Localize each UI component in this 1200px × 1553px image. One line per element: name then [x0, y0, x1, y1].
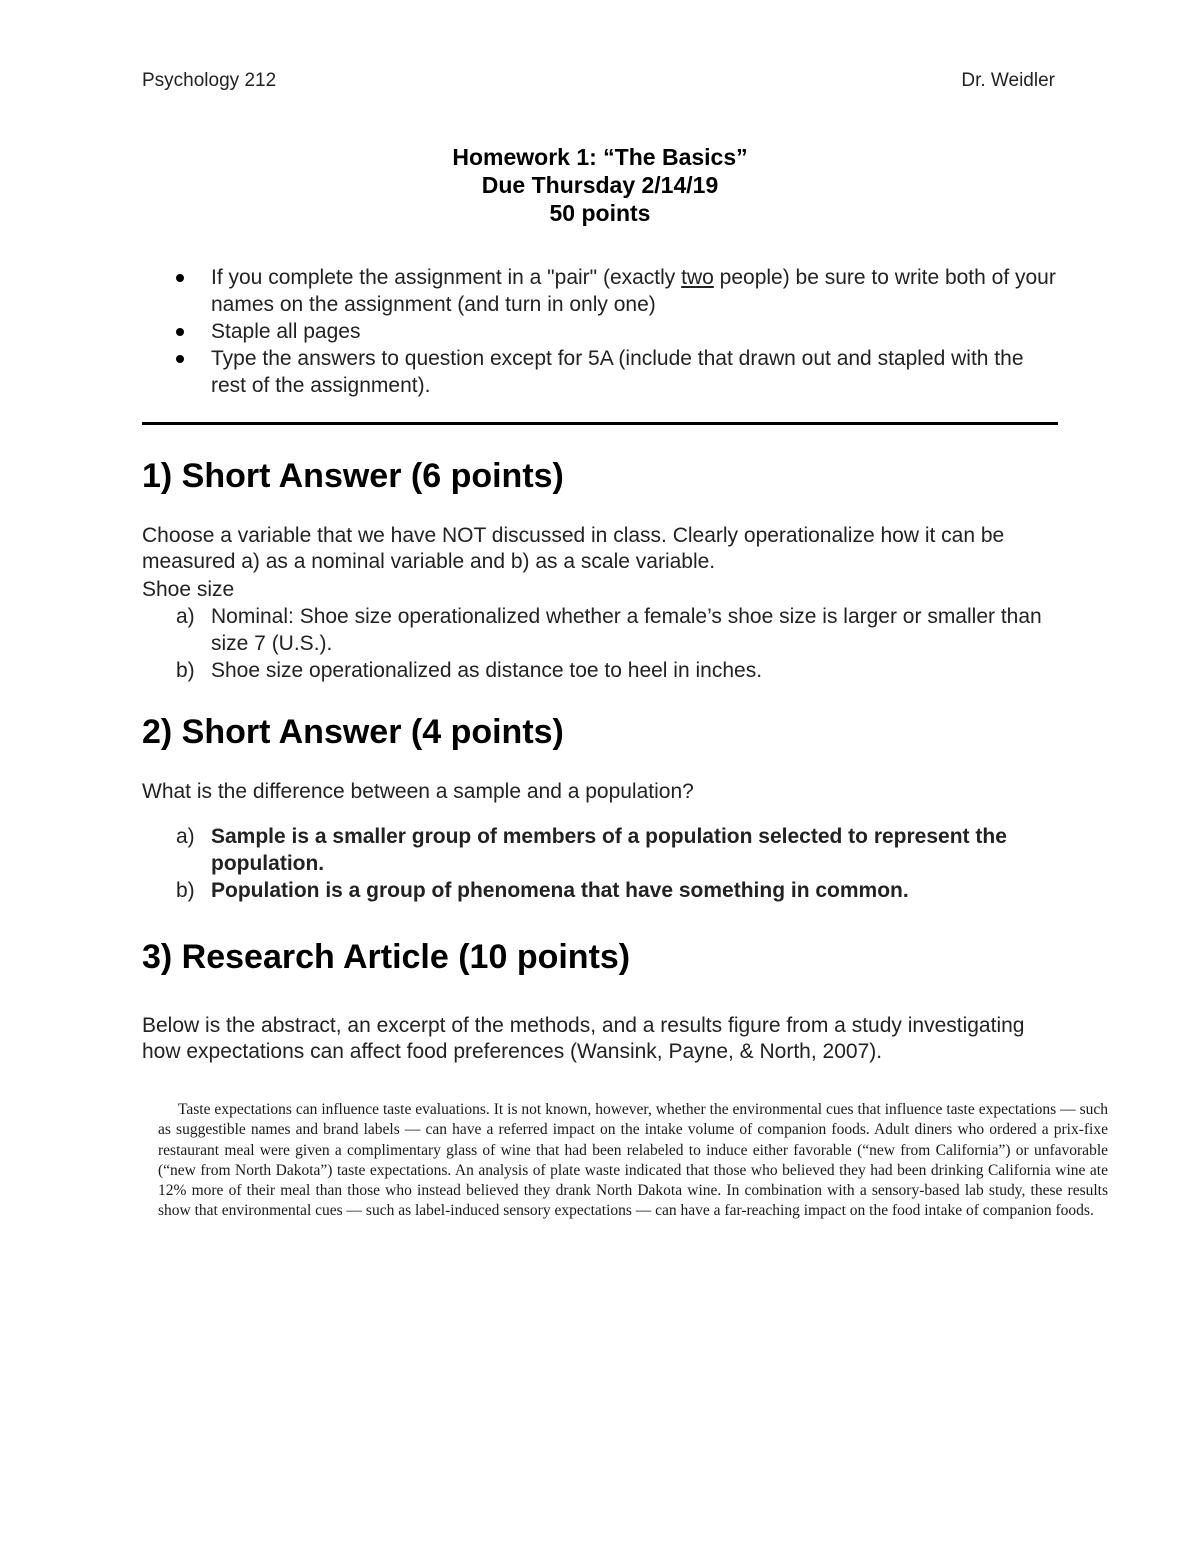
instruction-text: Type the answers to question except for 5A (include that drawn out and stapled with the rest of the assignment).: [211, 347, 1024, 397]
underlined-word: two: [681, 266, 714, 289]
q1-heading: 1) Short Answer (6 points): [142, 457, 564, 495]
instruction-item: [142, 318, 1062, 345]
answer-label: b): [176, 879, 195, 902]
answer-text: Shoe size operationalized as distance toe to heel in inches.: [211, 659, 763, 682]
instructor-name: Dr. Weidler: [961, 70, 1055, 91]
q1-variable: Shoe size: [142, 578, 235, 601]
instruction-text: If you complete the assignment in a "pair" (exactly: [211, 266, 682, 289]
horizontal-divider: [142, 422, 1058, 425]
q1-answers: [142, 603, 1062, 684]
instructions-list: [142, 264, 1062, 399]
instruction-text: people) be sure to write both of your names on the assignment (and turn in only one): [211, 266, 1056, 316]
instruction-item: [142, 264, 1062, 318]
answer-label: a): [176, 605, 195, 628]
answer-label: a): [176, 825, 195, 848]
q1-answer-a: [142, 603, 1062, 657]
answer-label: b): [176, 659, 195, 682]
due-date: Due Thursday 2/14/19: [481, 172, 719, 198]
q2-answer-b: [142, 877, 1062, 904]
instruction-item: [142, 345, 1062, 399]
answer-text: Population is a group of phenomena that have something in common.: [211, 879, 909, 902]
answer-text: Sample is a smaller group of members of a population selected to represent the population.: [211, 825, 1007, 875]
homework-title-block: [0, 143, 1200, 227]
answer-text: Nominal: Shoe size operationalized whether a female’s shoe size is larger or smaller than size 7 (U.S.).: [211, 605, 1042, 655]
q1-answer-b: [142, 657, 1062, 684]
q2-answer-a: [142, 823, 1062, 877]
q3-prompt: Below is the abstract, an excerpt of the methods, and a results figure from a study investigating how expectations can affect food preferences (Wansink, Payne, & North, 2007).: [142, 1014, 1025, 1063]
total-points: 50 points: [549, 200, 651, 226]
instruction-text: Staple all pages: [211, 320, 361, 343]
q2-answers: [142, 823, 1062, 904]
q2-prompt: What is the difference between a sample and a population?: [142, 780, 694, 803]
q1-prompt: Choose a variable that we have NOT discussed in class. Clearly operationalize how it can be measured a) as a nominal variable and b) as a scale variable.: [142, 524, 1005, 573]
homework-title: Homework 1: “The Basics”: [452, 144, 748, 170]
q3-heading: 3) Research Article (10 points): [142, 938, 631, 976]
course-name: Psychology 212: [142, 70, 277, 91]
q2-heading: 2) Short Answer (4 points): [142, 713, 564, 751]
study-abstract: Taste expectations can influence taste evaluations. It is not known, however, whether the environmental cues that influence taste expectations — such as suggestible names and brand labels — can have a referred impact on the intake volume of companion foods. Adult diners who ordered a prix-fixe restaurant meal were given a complimentary glass of wine that had been relabeled to induce either favorable (“new from California”) or unfavorable (“new from North Dakota”) taste expectations. An analysis of plate waste indicated that those who believed they had been drinking California wine ate 12% more of their meal than those who instead believed they drank North Dakota wine. In combination with a sensory-based lab study, these results show that environmental cues — such as label-induced sensory expectations — can have a far-reaching impact on the food intake of companion foods.: [158, 1101, 1108, 1220]
